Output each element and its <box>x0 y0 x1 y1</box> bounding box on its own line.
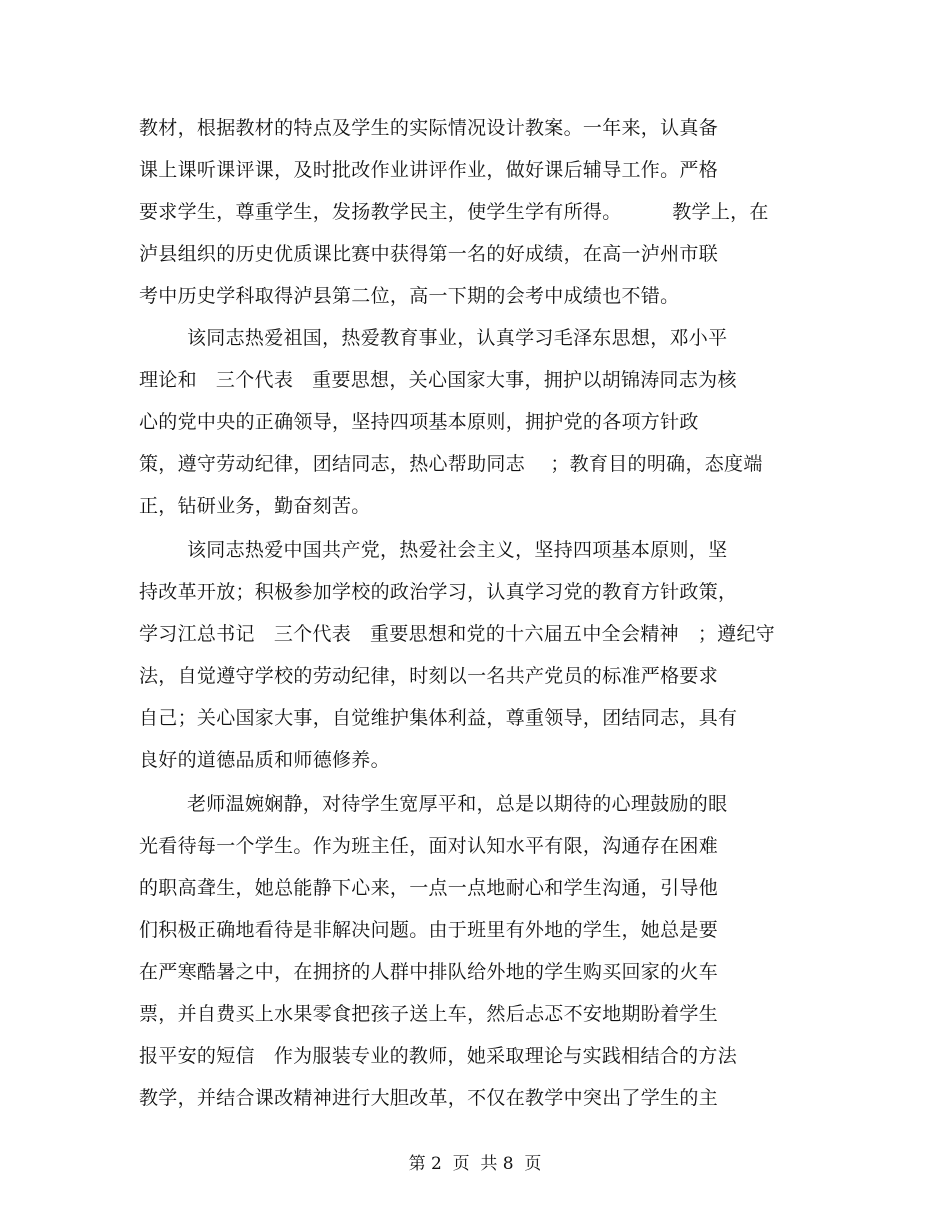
paragraph-first-line: 老师温婉娴静，对待学生宽厚平和，总是以期待的心理鼓励的眼 <box>187 793 728 815</box>
text-line: 课上课听课评课，及时批改作业讲评作业，做好课后辅导工作。严格 <box>139 159 719 181</box>
text-line: 法，自觉遵守学校的劳动纪律，时刻以一名共产党员的标准严格要求 <box>139 665 719 687</box>
text-line: 报平安的短信 作为服装专业的教师，她采取理论与实践相结合的方法 <box>139 1045 738 1067</box>
text-line: 票，并自费买上水果零食把孩子送上车，然后忐忑不安地期盼着学生 <box>139 1003 719 1025</box>
page-number-footer: 第 2 页 共 8 页 <box>408 1154 542 1174</box>
text-line: 良好的道德品质和师德修养。 <box>139 749 390 771</box>
text-line: 在严寒酷暑之中，在拥挤的人群中排队给外地的学生购买回家的火车 <box>139 961 719 983</box>
text-line: 教学，并结合课改精神进行大胆改革，不仅在教学中突出了学生的主 <box>139 1087 719 1109</box>
text-line: 自己；关心国家大事，自觉维护集体利益，尊重领导，团结同志，具有 <box>139 707 738 729</box>
text-line: 们积极正确地看待是非解决问题。由于班里有外地的学生，她总是要 <box>139 919 719 941</box>
paragraph-first-line: 该同志热爱祖国，热爱教育事业，认真学习毛泽东思想，邓小平 <box>187 327 728 349</box>
text-line: 光看待每一个学生。作为班主任，面对认知水平有限，沟通存在困难 <box>139 835 719 857</box>
text-line: 持改革开放；积极参加学校的政治学习，认真学习党的教育方针政策， <box>139 581 738 603</box>
text-line: 泸县组织的历史优质课比赛中获得第一名的好成绩，在高一泸州市联 <box>139 243 719 265</box>
text-line: 教材，根据教材的特点及学生的实际情况设计教案。一年来，认真备 <box>139 117 719 139</box>
text-line: 要求学生，尊重学生，发扬教学民主，使学生学有所得。 教学上，在 <box>139 201 769 223</box>
text-line: 考中历史学科取得泸县第二位，高一下期的会考中成绩也不错。 <box>139 285 680 307</box>
text-line: 正，钻研业务，勤奋刻苦。 <box>139 495 371 517</box>
text-line: 策，遵守劳动纪律，团结同志，热心帮助同志 ；教育目的明确，态度端 <box>139 453 763 475</box>
text-line: 的职高聋生，她总能静下心来，一点一点地耐心和学生沟通，引导他 <box>139 877 719 899</box>
text-line: 学习江总书记 三个代表 重要思想和党的十六届五中全会精神 ；遵纪守 <box>139 623 776 645</box>
text-line: 心的党中央的正确领导，坚持四项基本原则，拥护党的各项方针政 <box>139 411 699 433</box>
paragraph-first-line: 该同志热爱中国共产党，热爱社会主义，坚持四项基本原则，坚 <box>187 539 728 561</box>
text-line: 理论和 三个代表 重要思想，关心国家大事，拥护以胡锦涛同志为核 <box>139 369 737 391</box>
